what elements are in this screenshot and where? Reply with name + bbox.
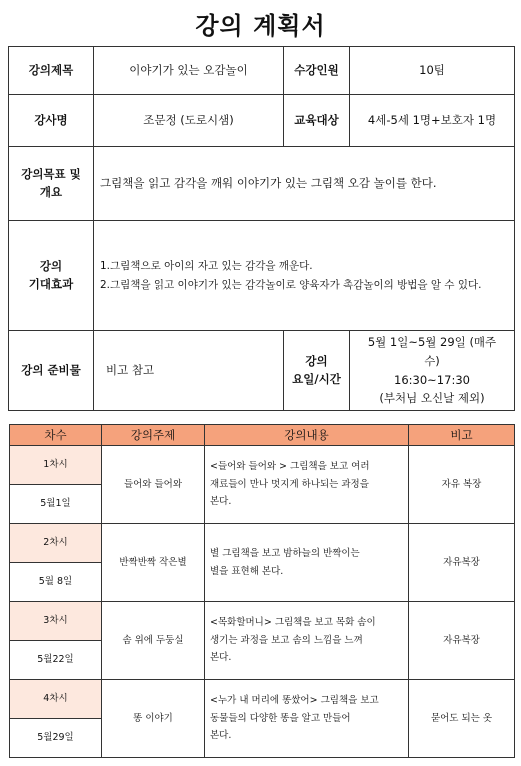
- schedule-line: 16:30~17:30: [394, 372, 470, 387]
- schedule-value: [350, 331, 515, 411]
- effect-label-line: 강의: [39, 259, 63, 274]
- effect-label: [9, 221, 94, 331]
- session-date: 5월1일: [10, 485, 102, 524]
- header-topic: 강의주제: [102, 425, 205, 446]
- session-topic: 반짝반짝 작은별: [102, 524, 205, 602]
- session-number: 4차시: [10, 680, 102, 719]
- session-content: [205, 446, 409, 524]
- course-info-table: [8, 46, 515, 411]
- info-row-prep: [9, 331, 515, 411]
- course-title-label: 강의제목: [9, 47, 94, 95]
- session-note: 자유복장: [409, 524, 515, 602]
- content-line: 본다.: [210, 496, 232, 508]
- content-line: <목화할머니> 그림책을 보고 목화 솜이: [210, 617, 376, 629]
- schedule-label-line: 강의: [305, 354, 328, 369]
- effect-item: 2.그림책을 읽고 이야기가 있는 감각놀이로 양육자가 촉감놀이의 방법을 알 수 있다.: [100, 278, 482, 291]
- table-row: [10, 602, 515, 641]
- content-line: 별을 표현해 본다.: [210, 565, 284, 577]
- session-topic: 솜 위에 두둥실: [102, 602, 205, 680]
- effect-label-line: 기대효과: [28, 276, 74, 291]
- page-title: 강의 계획서: [195, 12, 326, 40]
- schedule-label-line: 요일/시간: [292, 371, 341, 386]
- session-topic: 똥 이야기: [102, 680, 205, 758]
- session-content: [205, 524, 409, 602]
- header-note: 비고: [409, 425, 515, 446]
- info-row-title: [9, 47, 515, 95]
- session-content: [205, 602, 409, 680]
- content-line: 별 그림책을 보고 밤하늘의 반짝이는: [210, 547, 360, 559]
- info-row-goal: [9, 147, 515, 221]
- session-schedule-table: [9, 424, 515, 758]
- session-number: 2차시: [10, 524, 102, 563]
- goal-label: [9, 147, 94, 221]
- enrollment-value: 10팀: [350, 47, 515, 95]
- prep-label: 강의 준비물: [9, 331, 94, 411]
- header-content: 강의내용: [205, 425, 409, 446]
- instructor-label: 강사명: [9, 95, 94, 147]
- content-line: 본다.: [210, 730, 232, 742]
- target-value: 4세-5세 1명+보호자 1명: [350, 95, 515, 147]
- session-date: 5월 8일: [10, 563, 102, 602]
- schedule-line: 수): [424, 353, 440, 368]
- schedule-header-row: [10, 425, 515, 446]
- info-row-instructor: [9, 95, 515, 147]
- session-note: 자유복장: [409, 602, 515, 680]
- content-line: 생기는 과정을 보고 솜의 느낌을 느껴: [210, 634, 363, 646]
- goal-label-line: 개요: [39, 184, 63, 199]
- enrollment-label: 수강인원: [284, 47, 350, 95]
- header-session: 차수: [10, 425, 102, 446]
- session-date: 5월22일: [10, 641, 102, 680]
- effect-item: 1.그림책으로 아이의 자고 있는 감각을 깨운다.: [100, 259, 313, 272]
- content-line: <누가 내 머리에 똥쌌어> 그림책을 보고: [210, 695, 379, 707]
- table-row: [10, 524, 515, 563]
- session-content: [205, 680, 409, 758]
- schedule-line: 5월 1일~5월 29일 (매주: [367, 334, 497, 349]
- course-title-value: 이야기가 있는 오감놀이: [94, 47, 284, 95]
- session-number: 1차시: [10, 446, 102, 485]
- session-number: 3차시: [10, 602, 102, 641]
- goal-value: 그림책을 읽고 감각을 깨워 이야기가 있는 그림책 오감 놀이를 한다.: [94, 147, 515, 221]
- info-row-effect: [9, 221, 515, 331]
- schedule-line: (부처님 오신날 제외): [379, 391, 485, 406]
- session-date: 5월29일: [10, 719, 102, 758]
- session-topic: 들어와 들어와: [102, 446, 205, 524]
- content-line: 재료들이 만나 멋지게 하나되는 과정을: [210, 478, 369, 490]
- instructor-value: 조문정 (도로시샘): [94, 95, 284, 147]
- table-row: [10, 680, 515, 719]
- target-label: 교육대상: [284, 95, 350, 147]
- session-note: 자유 복장: [409, 446, 515, 524]
- schedule-label: [284, 331, 350, 411]
- content-line: 동물들의 다양한 똥을 알고 만들어: [210, 712, 351, 724]
- goal-label-line: 강의목표 및: [21, 167, 81, 182]
- effect-value: [94, 221, 515, 331]
- content-line: 본다.: [210, 652, 232, 664]
- content-line: <들어와 들어와 > 그림책을 보고 여러: [210, 461, 370, 473]
- table-row: [10, 446, 515, 485]
- prep-value: 비고 참고: [94, 331, 284, 411]
- session-note: 묻어도 되는 옷: [409, 680, 515, 758]
